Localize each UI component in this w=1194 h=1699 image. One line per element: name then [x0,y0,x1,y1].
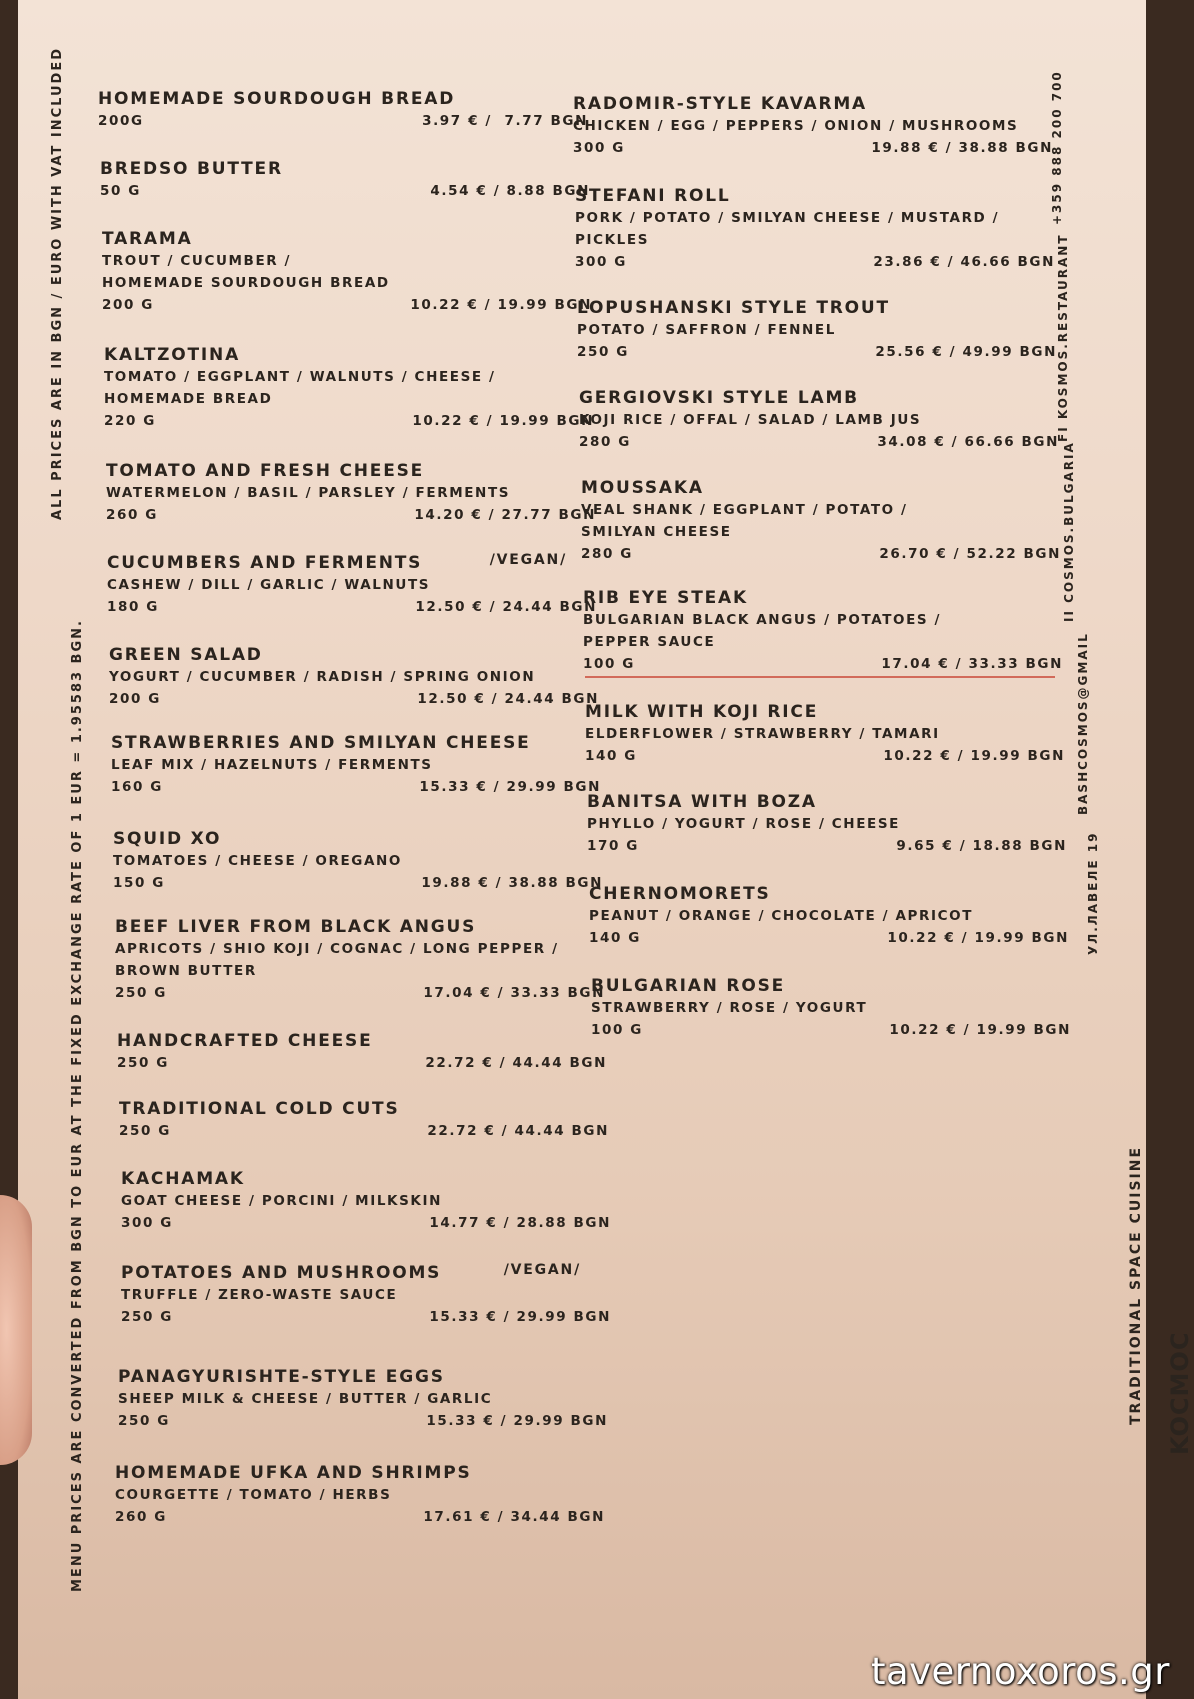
item-ingredients: TOMATO / EGGPLANT / WALNUTS / CHEESE / [104,369,496,385]
menu-item [121,1262,611,1328]
item-price: 22.72 € / 44.44 BGN [427,1123,609,1139]
item-weight: 300 G [121,1215,173,1231]
item-price: 14.20 € / 27.77 BGN [414,507,596,523]
item-weight: 260 G [106,507,158,523]
item-price: 15.33 € / 29.99 BGN [429,1309,611,1325]
menu-item [121,1168,611,1234]
item-weight: 280 G [581,546,633,562]
item-weight: 170 G [587,838,639,854]
menu-item [573,93,1053,159]
menu-item [585,701,1065,767]
instagram-handle: II COSMOS.BULGARIA [1062,441,1076,622]
item-weight-price-row [119,1120,609,1142]
item-name: BANITSA WITH BOZA [587,792,817,812]
item-weight: 280 G [579,434,631,450]
menu-item [579,387,1059,453]
item-ingredients: TRUFFLE / ZERO-WASTE SAUCE [121,1287,398,1303]
item-name: CUCUMBERS AND FERMENTS [107,553,423,573]
item-weight-price-row [591,1019,1071,1041]
item-name: TRADITIONAL COLD CUTS [119,1099,400,1119]
item-price: 14.77 € / 28.88 BGN [429,1215,611,1231]
section-divider [585,676,1055,678]
item-name: SQUID XO [113,829,222,849]
item-weight: 100 G [583,656,635,672]
item-weight-price-row [583,653,1063,675]
item-name: MILK WITH KOJI RICE [585,702,819,722]
item-weight-price-row [121,1306,611,1328]
item-price: 17.04 € / 33.33 BGN [881,656,1063,672]
item-price: 19.88 € / 38.88 BGN [421,875,603,891]
item-name: POTATOES AND MUSHROOMS [121,1263,442,1283]
item-price: 3.97 € / 7.77 BGN [422,113,588,129]
item-weight-price-row [109,688,599,710]
item-price: 15.33 € / 29.99 BGN [419,779,601,795]
item-weight-price-row [573,137,1053,159]
kocmoc-logo: KOCMOC [1166,1331,1194,1455]
item-price: 22.72 € / 44.44 BGN [425,1055,607,1071]
item-weight: 140 G [585,748,637,764]
menu-item [577,297,1057,363]
item-ingredients: CASHEW / DILL / GARLIC / WALNUTS [107,577,431,593]
item-ingredients: TOMATOES / CHEESE / OREGANO [113,853,403,869]
item-price: 4.54 € / 8.88 BGN [430,183,590,199]
item-ingredients: HOMEMADE BREAD [104,391,273,407]
item-weight-price-row [577,341,1057,363]
item-ingredients: KOJI RICE / OFFAL / SALAD / LAMB JUS [579,412,922,428]
item-weight: 250 G [577,344,629,360]
item-name: LOPUSHANSKI STYLE TROUT [577,298,890,318]
item-weight-price-row [111,776,601,798]
item-price: 9.65 € / 18.88 BGN [896,838,1067,854]
item-ingredients: TROUT / CUCUMBER / [102,253,292,269]
menu-item [583,587,1063,675]
menu-item [119,1098,609,1142]
vegan-tag: /VEGAN/ [489,552,567,568]
item-name: STEFANI ROLL [575,186,731,206]
item-ingredients: YOGURT / CUCUMBER / RADISH / SPRING ONION [109,669,536,685]
item-price: 23.86 € / 46.66 BGN [873,254,1055,270]
menu-item [113,828,603,894]
item-weight: 150 G [113,875,165,891]
vegan-tag: /VEGAN/ [503,1262,581,1278]
menu-item [98,88,588,132]
item-name: KALTZOTINA [104,345,241,365]
item-weight: 300 G [573,140,625,156]
item-weight: 250 G [118,1413,170,1429]
item-weight-price-row [117,1052,607,1074]
item-name: HOMEMADE SOURDOUGH BREAD [98,89,456,109]
item-ingredients: SHEEP MILK & CHEESE / BUTTER / GARLIC [118,1391,493,1407]
item-name: RIB EYE STEAK [583,588,748,608]
item-ingredients: GOAT CHEESE / PORCINI / MILKSKIN [121,1193,443,1209]
item-weight: 140 G [589,930,641,946]
item-price: 17.04 € / 33.33 BGN [423,985,605,1001]
item-weight: 250 G [121,1309,173,1325]
menu-item [587,791,1067,857]
item-name: STRAWBERRIES AND SMILYAN CHEESE [111,733,531,753]
menu-item [109,644,599,710]
menu-item [575,185,1055,273]
facebook-handle: FI KOSMOS.RESTAURANT [1056,233,1070,442]
vat-note: ALL PRICES ARE IN BGN / EURO WITH VAT INCLUDED [50,46,65,520]
item-name: TARAMA [102,229,193,249]
item-ingredients: PHYLLO / YOGURT / ROSE / CHEESE [587,816,900,832]
item-name: BULGARIAN ROSE [591,976,786,996]
street-address: УЛ.ЛАВЕЛЕ 19 [1086,831,1100,955]
item-name: KACHAMAK [121,1169,245,1189]
item-price: 12.50 € / 24.44 BGN [417,691,599,707]
item-ingredients: ELDERFLOWER / STRAWBERRY / TAMARI [585,726,940,742]
item-ingredients: CHICKEN / EGG / PEPPERS / ONION / MUSHROOMS [573,118,1019,134]
item-name: MOUSSAKA [581,478,704,498]
item-weight-price-row [107,596,597,618]
item-name: BREDSO BUTTER [100,159,283,179]
item-weight-price-row [115,1506,605,1528]
item-ingredients: POTATO / SAFFRON / FENNEL [577,322,836,338]
item-price: 25.56 € / 49.99 BGN [875,344,1057,360]
item-weight: 180 G [107,599,159,615]
item-ingredients: APRICOTS / SHIO KOJI / COGNAC / LONG PEPPER / [115,941,559,957]
item-price: 10.22 € / 19.99 BGN [412,413,594,429]
item-weight-price-row [98,110,588,132]
item-ingredients: SMILYAN CHEESE [581,524,732,540]
item-weight: 200 G [102,297,154,313]
item-ingredients: HOMEMADE SOURDOUGH BREAD [102,275,390,291]
item-ingredients: BROWN BUTTER [115,963,257,979]
item-name: RADOMIR-STYLE KAVARMA [573,94,868,114]
menu-item [100,158,590,202]
item-name: CHERNOMORETS [589,884,771,904]
item-ingredients: COURGETTE / TOMATO / HERBS [115,1487,392,1503]
item-price: 10.22 € / 19.99 BGN [889,1022,1071,1038]
item-price: 10.22 € / 19.99 BGN [883,748,1065,764]
menu-item [106,460,596,526]
item-weight-price-row [115,982,605,1004]
item-weight: 200G [98,113,144,129]
item-weight: 250 G [119,1123,171,1139]
item-price: 10.22 € / 19.99 BGN [887,930,1069,946]
item-weight-price-row [106,504,596,526]
menu-item [111,732,601,798]
item-weight-price-row [104,410,594,432]
menu-item [115,1462,605,1528]
phone-number: +359 888 200 700 [1050,70,1064,225]
item-weight-price-row [581,543,1061,565]
item-name: GREEN SALAD [109,645,263,665]
item-weight: 50 G [100,183,141,199]
menu-item [591,975,1071,1041]
item-weight-price-row [102,294,592,316]
item-name: GERGIOVSKI STYLE LAMB [579,388,859,408]
menu-item [589,883,1069,949]
item-weight: 250 G [117,1055,169,1071]
item-weight: 100 G [591,1022,643,1038]
item-price: 34.08 € / 66.66 BGN [877,434,1059,450]
thumb [0,1195,32,1465]
menu-item [107,552,597,618]
item-weight-price-row [575,251,1055,273]
exchange-note: MENU PRICES ARE CONVERTED FROM BGN TO EUR AT THE FIXED EXCHANGE RATE OF 1 EUR = 1.95583 BGN. [70,619,85,1592]
item-ingredients: PICKLES [575,232,650,248]
item-weight: 160 G [111,779,163,795]
item-ingredients: PORK / POTATO / SMILYAN CHEESE / MUSTARD / [575,210,1000,226]
menu-item [118,1366,608,1432]
item-price: 17.61 € / 34.44 BGN [423,1509,605,1525]
item-weight-price-row [118,1410,608,1432]
item-ingredients: BULGARIAN BLACK ANGUS / POTATOES / [583,612,942,628]
item-weight-price-row [579,431,1059,453]
item-price: 15.33 € / 29.99 BGN [426,1413,608,1429]
item-name: HANDCRAFTED CHEESE [117,1031,373,1051]
watermark: tavernoxoros.gr [870,1650,1170,1693]
item-ingredients: STRAWBERRY / ROSE / YOGURT [591,1000,868,1016]
item-weight-price-row [113,872,603,894]
item-price: 19.88 € / 38.88 BGN [871,140,1053,156]
item-ingredients: VEAL SHANK / EGGPLANT / POTATO / [581,502,908,518]
item-weight: 220 G [104,413,156,429]
item-weight-price-row [587,835,1067,857]
menu-item [115,916,605,1004]
item-weight-price-row [589,927,1069,949]
item-price: 26.70 € / 52.22 BGN [879,546,1061,562]
item-weight: 200 G [109,691,161,707]
item-price: 10.22 € / 19.99 BGN [410,297,592,313]
item-name: TOMATO AND FRESH CHEESE [106,461,425,481]
menu-item [104,344,594,432]
item-weight: 250 G [115,985,167,1001]
item-weight-price-row [121,1212,611,1234]
menu-item [581,477,1061,565]
item-name: PANAGYURISHTE-STYLE EGGS [118,1367,445,1387]
item-price: 12.50 € / 24.44 BGN [415,599,597,615]
item-weight-price-row [585,745,1065,767]
tagline: TRADITIONAL SPACE CUISINE [1128,1145,1144,1425]
menu-item [102,228,592,316]
item-weight: 260 G [115,1509,167,1525]
item-name: BEEF LIVER FROM BLACK ANGUS [115,917,477,937]
item-ingredients: LEAF MIX / HAZELNUTS / FERMENTS [111,757,433,773]
email-address: BASHCOSMOS@GMAIL [1076,632,1090,815]
item-weight-price-row [100,180,590,202]
item-weight: 300 G [575,254,627,270]
item-name: HOMEMADE UFKA AND SHRIMPS [115,1463,472,1483]
item-ingredients: PEPPER SAUCE [583,634,716,650]
menu-item [117,1030,607,1074]
item-ingredients: PEANUT / ORANGE / CHOCOLATE / APRICOT [589,908,973,924]
item-ingredients: WATERMELON / BASIL / PARSLEY / FERMENTS [106,485,511,501]
